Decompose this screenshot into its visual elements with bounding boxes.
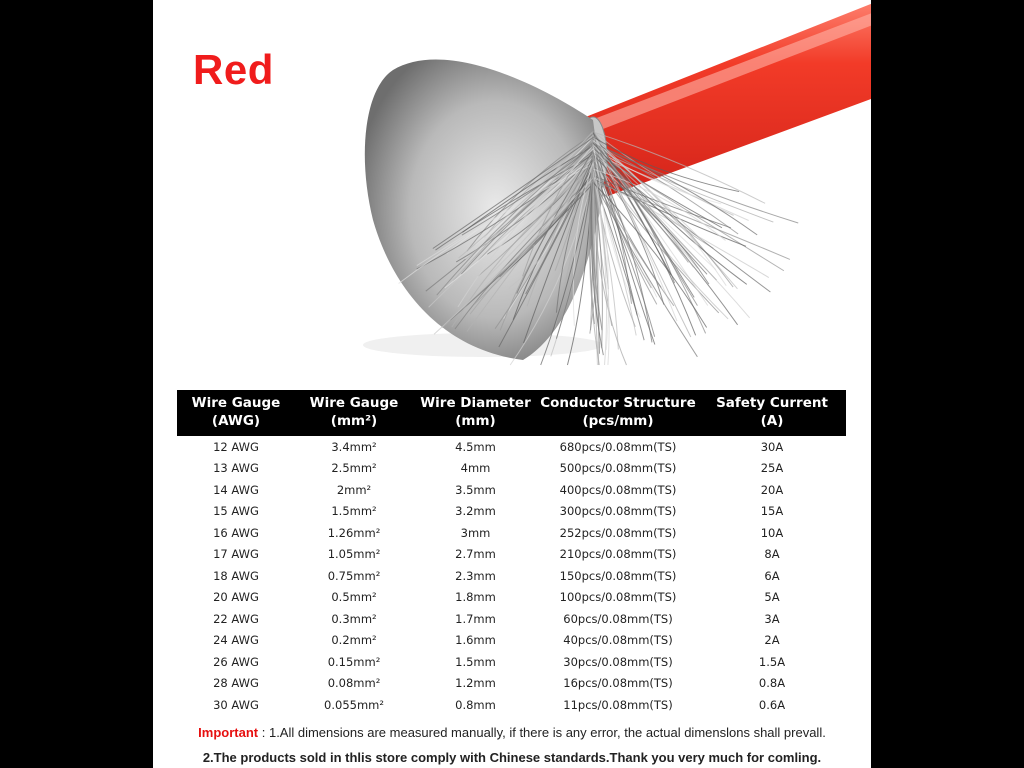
table-cell: 1.7mm [455,611,496,626]
table-cell: 1.6mm [455,633,496,648]
table-cell: 2.3mm [455,568,496,583]
column-header-unit: (pcs/mm) [582,413,654,429]
wire-spec-table [177,390,846,716]
column-header-unit: (AWG) [211,413,261,429]
table-cell: 210pcs/0.08mm(TS) [559,547,677,562]
table-cell: 100pcs/0.08mm(TS) [559,590,677,605]
important-label: Important [198,725,259,740]
table-row [177,651,846,673]
table-cell: 14 AWG [213,482,259,497]
table-cell: 6A [764,568,780,583]
table-cell: 1.5mm [455,654,496,669]
column-header-title: Conductor Structure [540,395,696,411]
table-cell: 3.4mm² [331,439,377,454]
table-cell: 0.15mm² [327,654,381,669]
table-cell: 30A [760,439,784,454]
table-cell: 4.5mm [455,439,496,454]
table-cell: 28 AWG [213,676,259,691]
table-cell: 10A [760,525,784,540]
table-cell: 680pcs/0.08mm(TS) [559,439,677,454]
table-cell: 40pcs/0.08mm(TS) [563,633,673,648]
table-cell: 16 AWG [213,525,259,540]
table-cell: 0.8mm [455,697,496,712]
column-header-unit: (mm²) [330,413,378,429]
table-cell: 1.5mm² [331,504,377,519]
table-row [177,630,846,652]
table-cell: 18 AWG [213,568,259,583]
table-row [177,587,846,609]
table-cell: 20A [760,482,784,497]
table-cell: 0.6A [758,697,786,712]
table-cell: 252pcs/0.08mm(TS) [559,525,677,540]
table-cell: 150pcs/0.08mm(TS) [559,568,677,583]
note-text-1: : 1.All dimensions are measured manually, if there is any error, the actual dimenslons shall prevall. [258,725,826,740]
table-cell: 1.8mm [455,590,496,605]
table-row [177,544,846,566]
table-cell: 1.5A [758,654,786,669]
column-header [698,390,846,436]
table-cell: 0.5mm² [331,590,377,605]
table-cell: 400pcs/0.08mm(TS) [559,482,677,497]
table-cell: 1.2mm [455,676,496,691]
table-row [177,673,846,695]
table-cell: 3A [764,611,780,626]
table-cell: 0.08mm² [327,676,381,691]
table-row [177,608,846,630]
table-cell: 15A [760,504,784,519]
table-cell: 2mm² [336,482,372,497]
column-header-title: Safety Current [716,395,828,411]
column-header [177,390,295,436]
table-cell: 60pcs/0.08mm(TS) [563,611,673,626]
copper-strands [365,60,603,360]
table-cell: 0.75mm² [327,568,381,583]
table-cell: 2.5mm² [331,461,377,476]
table-cell: 15 AWG [213,504,259,519]
table-row [177,565,846,587]
note-text-2: 2.The products sold in thlis store comply with Chinese standards.Thank you very much for comling. [202,750,822,765]
table-cell: 30 AWG [213,697,259,712]
table-cell: 4mm [460,461,491,476]
column-header-title: Wire Gauge [309,395,399,411]
column-header [538,390,698,436]
table-cell: 3.5mm [455,482,496,497]
table-cell: 11pcs/0.08mm(TS) [563,697,673,712]
column-header-unit: (A) [760,413,784,429]
table-row [177,694,846,716]
color-label: Red [193,46,274,93]
table-cell: 2.7mm [455,547,496,562]
table-cell: 1.26mm² [327,525,381,540]
table-cell: 3.2mm [455,504,496,519]
table-row [177,458,846,480]
table-cell: 13 AWG [213,461,259,476]
table-cell: 0.3mm² [331,611,377,626]
table-cell: 24 AWG [213,633,259,648]
table-cell: 3mm [460,525,491,540]
table-cell: 0.055mm² [324,697,384,712]
table-cell: 300pcs/0.08mm(TS) [559,504,677,519]
table-cell: 500pcs/0.08mm(TS) [559,461,677,476]
table-cell: 30pcs/0.08mm(TS) [563,654,673,669]
table-cell: 16pcs/0.08mm(TS) [563,676,673,691]
table-cell: 25A [760,461,784,476]
important-note [153,725,871,740]
table-row [177,436,846,458]
column-header [413,390,538,436]
table-row [177,501,846,523]
table-cell: 2A [764,633,780,648]
column-header-unit: (mm) [455,413,496,429]
table-cell: 5A [764,590,780,605]
table-cell: 26 AWG [213,654,259,669]
table-cell: 17 AWG [213,547,259,562]
product-panel [153,0,871,768]
table-cell: 12 AWG [213,439,259,454]
column-header-title: Wire Gauge [191,395,281,411]
column-header [295,390,413,436]
table-cell: 1.05mm² [327,547,381,562]
table-cell: 22 AWG [213,611,259,626]
table-cell: 0.2mm² [331,633,377,648]
column-header-title: Wire Diameter [420,395,531,411]
table-cell: 20 AWG [213,590,259,605]
table-cell: 0.8A [758,676,786,691]
table-cell: 8A [764,547,780,562]
table-header-row [177,390,846,436]
table-row [177,479,846,501]
table-row [177,522,846,544]
